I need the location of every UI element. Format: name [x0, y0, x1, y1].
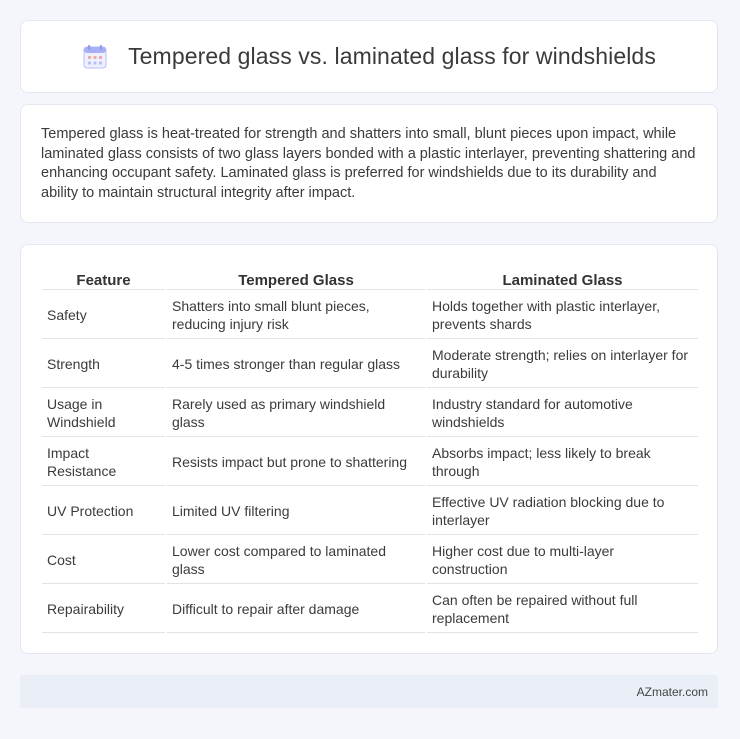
title-wrap — [82, 43, 656, 70]
laminated-cell: Higher cost due to multi-layer construction — [427, 537, 698, 584]
laminated-cell: Holds together with plastic interlayer, prevents shards — [427, 292, 698, 339]
tempered-cell: Shatters into small blunt pieces, reducing injury risk — [167, 292, 425, 339]
laminated-cell: Absorbs impact; less likely to break through — [427, 439, 698, 486]
column-header-tempered: Tempered Glass — [167, 267, 425, 290]
feature-cell: Safety — [42, 292, 165, 339]
feature-cell: Repairability — [42, 586, 165, 633]
tempered-cell: Rarely used as primary windshield glass — [167, 390, 425, 437]
laminated-cell: Industry standard for automotive windshields — [427, 390, 698, 437]
feature-cell: Strength — [42, 341, 165, 388]
table-row — [42, 586, 698, 633]
intro-paragraph: Tempered glass is heat-treated for strength and shatters into small, blunt pieces upon impact, while laminated glass consists of two glass layers bonded with a plastic interlayer, preventing shattering and enhancing occupant safety. Laminated glass is preferred for windshields due to its durability and ability to maintain structural integrity after impact. — [41, 126, 696, 201]
footer-brand: AZmater.com — [636, 684, 708, 699]
table-row — [42, 439, 698, 486]
feature-cell: Cost — [42, 537, 165, 584]
tempered-cell: Limited UV filtering — [167, 488, 425, 535]
intro-card — [20, 104, 718, 223]
table-row — [42, 341, 698, 388]
comparison-card — [20, 244, 718, 654]
feature-cell: Usage in Windshield — [42, 390, 165, 437]
table-row — [42, 488, 698, 535]
laminated-cell: Moderate strength; relies on interlayer for durability — [427, 341, 698, 388]
feature-cell: UV Protection — [42, 488, 165, 535]
column-header-laminated: Laminated Glass — [427, 267, 698, 290]
laminated-cell: Can often be repaired without full replacement — [427, 586, 698, 633]
table-header-row — [42, 267, 698, 290]
column-header-feature: Feature — [42, 267, 165, 290]
tempered-cell: 4-5 times stronger than regular glass — [167, 341, 425, 388]
calendar-icon — [82, 44, 108, 70]
page-title: Tempered glass vs. laminated glass for windshields — [128, 43, 656, 69]
table-row — [42, 292, 698, 339]
tempered-cell: Lower cost compared to laminated glass — [167, 537, 425, 584]
table-row — [42, 390, 698, 437]
laminated-cell: Effective UV radiation blocking due to interlayer — [427, 488, 698, 535]
title-card — [20, 20, 718, 93]
footer-bar — [20, 675, 718, 708]
table-row — [42, 537, 698, 584]
tempered-cell: Difficult to repair after damage — [167, 586, 425, 633]
feature-cell: Impact Resistance — [42, 439, 165, 486]
tempered-cell: Resists impact but prone to shattering — [167, 439, 425, 486]
comparison-table — [40, 265, 700, 635]
